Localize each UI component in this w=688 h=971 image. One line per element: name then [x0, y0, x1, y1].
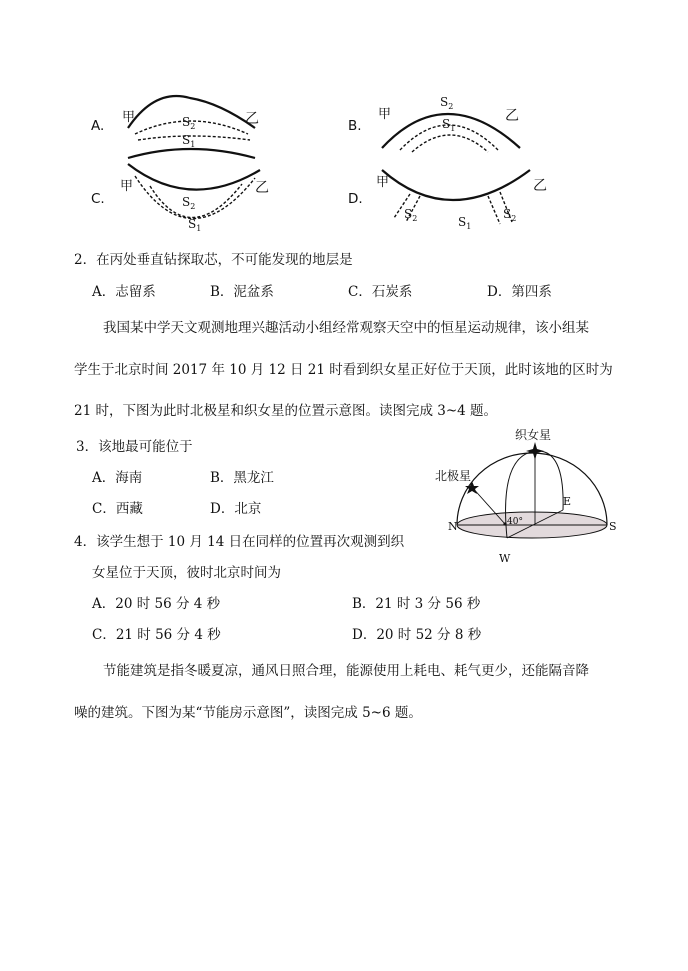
passage1-line2: 学生于北京时间 2017 年 10 月 12 日 21 时看到织女星正好位于天顶，此时该地的区时为	[74, 362, 613, 378]
label-s1: $S_1$	[188, 217, 202, 233]
label-angle: 40°	[507, 517, 523, 527]
q2-option-a: A．志留系	[92, 284, 156, 300]
label-jia: 甲	[122, 110, 136, 125]
q2-option-c: C．石炭系	[348, 284, 413, 300]
label-west: W	[499, 552, 511, 565]
label-yi: 乙	[505, 108, 519, 124]
label-s1: $S_1$	[182, 133, 196, 149]
label-yi: 乙	[255, 180, 269, 196]
q4-option-a: A．20 时 56 分 4 秒	[92, 596, 221, 612]
diagram-b	[370, 90, 550, 165]
passage1-line1: 我国某中学天文观测地理兴趣活动小组经常观察天空中的恒星运动规律，该小组某	[103, 320, 589, 336]
passage2-line1: 节能建筑是指冬暖夏凉，通风日照合理，能源使用上耗电、耗气更少，还能隔音降	[103, 663, 589, 679]
option-a-letter: A.	[91, 118, 105, 134]
passage1-line3: 21 时，下图为此时北极星和织女星的位置示意图。读图完成 3~4 题。	[74, 403, 498, 419]
q2-option-b: B．泥盆系	[210, 284, 274, 300]
option-d-letter: D.	[348, 191, 363, 207]
label-s2: $S_2$	[440, 95, 454, 111]
q4-option-b: B．21 时 3 分 56 秒	[352, 596, 481, 612]
q3-option-d: D．北京	[210, 501, 262, 517]
label-north: N	[448, 520, 458, 533]
label-s2: $S_2$	[182, 115, 196, 131]
label-vega: 织女星	[515, 428, 552, 442]
diagram-c	[110, 160, 285, 240]
q4-option-d: D．20 时 52 分 8 秒	[352, 627, 482, 643]
stratum-top-line	[128, 164, 260, 190]
label-yi: 乙	[533, 178, 547, 194]
stratum-bottom-line	[128, 149, 255, 158]
diagram-d	[370, 160, 555, 240]
fault-line-right-1	[488, 196, 500, 224]
q2-option-d: D．第四系	[487, 284, 552, 300]
passage2-line2: 噪的建筑。下图为某“节能房示意图”，读图完成 5~6 题。	[74, 705, 422, 721]
q3-option-c: C．西藏	[92, 501, 143, 517]
vega-dot	[533, 449, 538, 454]
option-b-letter: B.	[348, 118, 362, 134]
label-polaris: 北极星	[435, 469, 472, 483]
diagram-a	[110, 88, 285, 168]
label-s2: $S_2$	[182, 195, 196, 211]
label-jia: 甲	[376, 175, 390, 190]
stratum-top-line	[382, 170, 530, 200]
stratum-s1-line	[412, 135, 488, 152]
label-s2-right: $S_2$	[503, 207, 517, 223]
option-c-letter: C.	[91, 191, 105, 207]
q3-option-b: B．黑龙江	[210, 470, 274, 486]
label-jia: 甲	[378, 107, 392, 122]
celestial-sphere-diagram	[425, 426, 625, 566]
q3-option-a: A．海南	[92, 470, 143, 486]
q4-stem-line2: 女星位于天顶，彼时北京时间为	[92, 565, 281, 581]
label-yi: 乙	[245, 111, 259, 127]
label-south: S	[609, 520, 617, 533]
q2-stem: 2．在丙处垂直钻探取芯，不可能发现的地层是	[74, 252, 353, 268]
q4-stem-line1: 4．该学生想于 10 月 14 日在同样的位置再次观测到织	[74, 534, 405, 550]
label-s2-left: $S_2$	[404, 207, 418, 223]
q4-option-c: C．21 时 56 分 4 秒	[92, 627, 221, 643]
q3-stem: 3．该地最可能位于	[76, 439, 193, 455]
label-jia: 甲	[120, 179, 134, 194]
label-east: E	[563, 495, 572, 508]
label-s1: $S_1$	[458, 215, 472, 231]
label-s1: $S_1$	[442, 117, 456, 133]
